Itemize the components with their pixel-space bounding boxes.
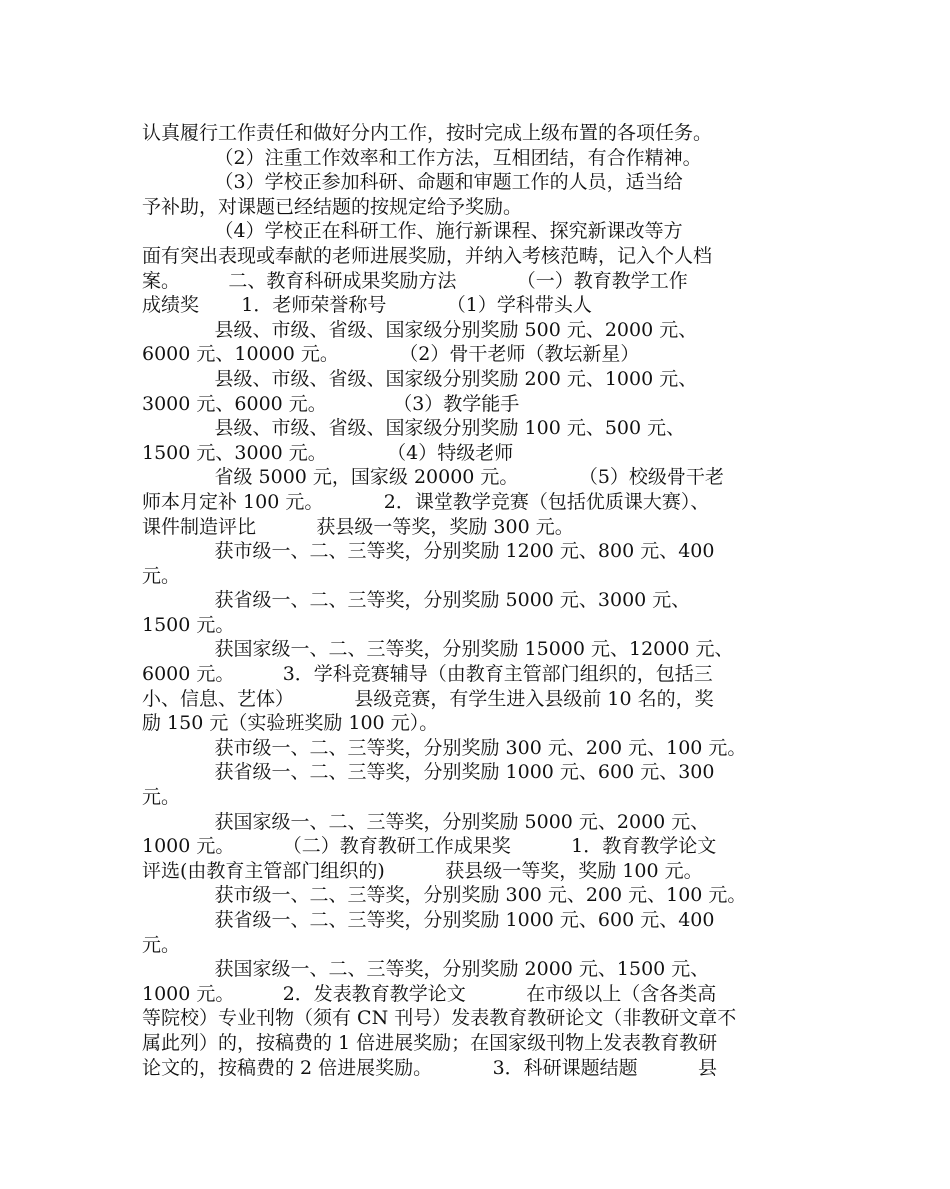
text-line: 1500 元。 — [142, 613, 235, 636]
text-line: 认真履行工作责任和做好分内工作，按时完成上级布置的各项任务。 — [142, 122, 713, 144]
text-line: 县级、市级、省级、国家级分别奖励 500 元、2000 元、 — [142, 318, 698, 341]
text-line: 获国家级一、二、三等奖，分别奖励 2000 元、1500 元、 — [142, 958, 710, 981]
text-line: 获市级一、二、三等奖，分别奖励 300 元、200 元、100 元。 — [142, 884, 747, 907]
text-line: 1000 元。 （二）教育教研工作成果奖 1．教育教学论文 — [142, 835, 717, 858]
text-line: （4）学校正在科研工作、施行新课程、探究新课改等方 — [142, 220, 683, 243]
text-line: 励 150 元（实验班奖励 100 元）。 — [142, 712, 439, 735]
text-line: （3）学校正参加科研、命题和审题工作的人员，适当给 — [142, 171, 683, 194]
text-line: 获市级一、二、三等奖，分别奖励 300 元、200 元、100 元。 — [142, 736, 747, 759]
text-line: 获省级一、二、三等奖，分别奖励 5000 元、3000 元、 — [142, 589, 691, 612]
text-line: 获市级一、二、三等奖，分别奖励 1200 元、800 元、400 — [142, 540, 715, 563]
text-line: 成绩奖 1．老师荣誉称号 （1）学科带头人 — [142, 294, 592, 317]
text-line: 省级 5000 元，国家级 20000 元。 （5）校级骨干老 — [142, 466, 724, 489]
text-line: 1000 元。 2．发表教育教学论文 在市级以上（含各类高 — [142, 982, 717, 1005]
text-line: 师本月定补 100 元。 2．课堂教学竞赛（包括优质课大赛）、 — [142, 490, 710, 513]
text-line: 县级、市级、省级、国家级分别奖励 100 元、500 元、 — [142, 417, 686, 440]
text-line: 3000 元、6000 元。 （3）教学能手 — [142, 392, 520, 415]
text-line: 案。 二、教育科研成果奖励方法 （一）教育教学工作 — [142, 269, 688, 292]
text-line: 属此列）的，按稿费的 1 倍进展奖励；在国家级刊物上发表教育教研 — [142, 1031, 718, 1054]
text-line: 获国家级一、二、三等奖，分别奖励 15000 元、12000 元、 — [142, 638, 734, 661]
text-line: 6000 元、10000 元。 （2）骨干老师（教坛新星） — [142, 343, 640, 366]
text-line: 评选(由教育主管部门组织的) 获县级一等奖，奖励 100 元。 — [142, 859, 703, 882]
text-line: 元。 — [142, 564, 181, 587]
text-line: 等院校）专业刊物（须有 CN 刊号）发表教育教研论文（非教研文章不 — [142, 1007, 737, 1030]
text-line: 小、信息、艺体） 县级竞赛，有学生进入县级前 10 名的，奖 — [142, 687, 714, 710]
text-line: 6000 元。 3．学科竞赛辅导（由教育主管部门组织的，包括三 — [142, 663, 713, 686]
text-line: 1500 元、3000 元。 （4）特级老师 — [142, 441, 514, 464]
text-line: 面有突出表现或奉献的老师进展奖励，并纳入考核范畴，记入个人档 — [142, 244, 713, 267]
text-line: 予补助，对课题已经结题的按规定给予奖励。 — [142, 195, 523, 218]
text-line: 县级、市级、省级、国家级分别奖励 200 元、1000 元、 — [142, 367, 698, 390]
text-line: 获省级一、二、三等奖，分别奖励 1000 元、600 元、400 — [142, 909, 715, 931]
text-line: （2）注重工作效率和工作方法，互相团结，有合作精神。 — [142, 146, 702, 169]
body-text — [142, 121, 832, 1080]
text-line: 元。 — [142, 933, 181, 956]
text-line: 获国家级一、二、三等奖，分别奖励 5000 元、2000 元、 — [142, 810, 710, 833]
text-line: 课件制造评比 获县级一等奖，奖励 300 元。 — [142, 515, 574, 538]
text-line: 元。 — [142, 786, 181, 809]
text-line: 获省级一、二、三等奖，分别奖励 1000 元、600 元、300 — [142, 761, 715, 784]
text-line: 论文的，按稿费的 2 倍进展奖励。 3．科研课题结题 县 — [142, 1056, 718, 1079]
